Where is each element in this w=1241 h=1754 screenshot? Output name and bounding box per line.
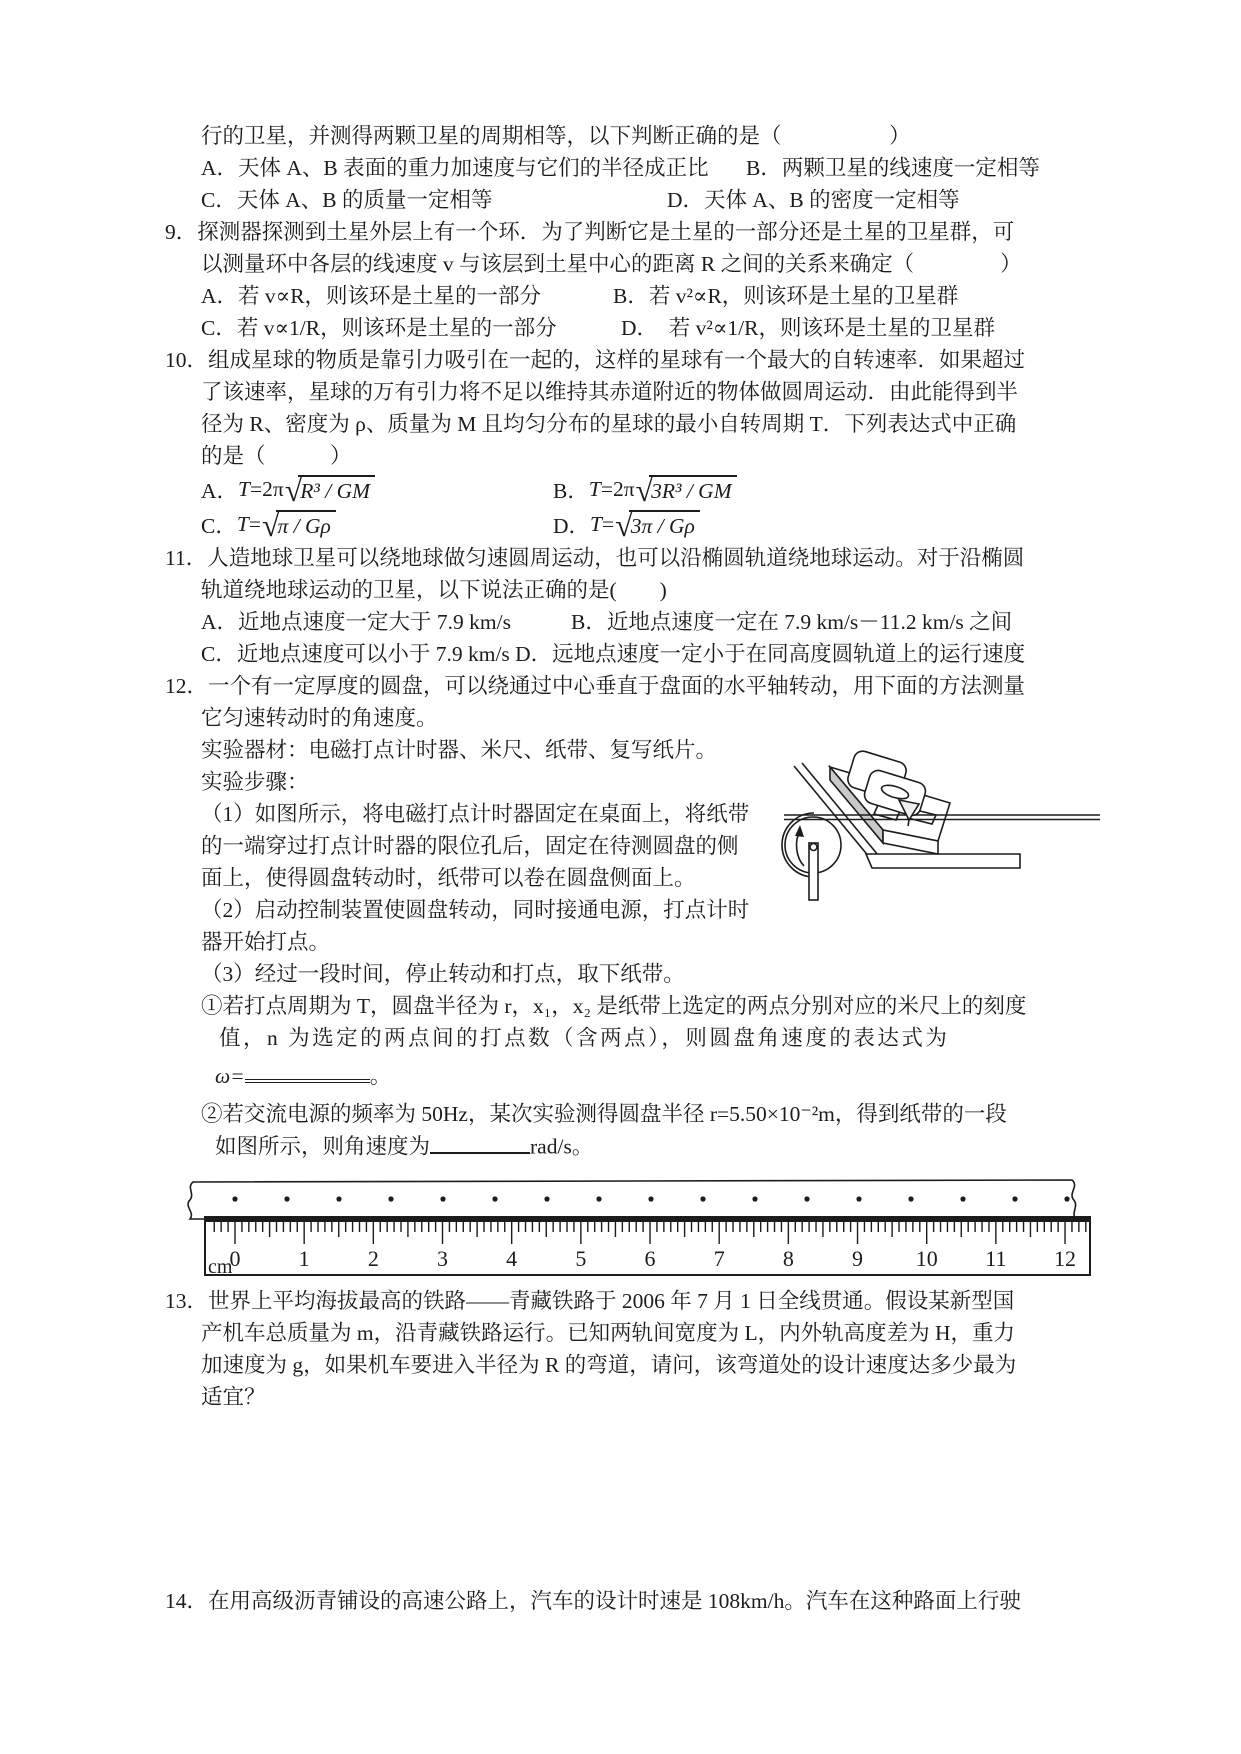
q10-line-1: 组成星球的物质是靠引力吸引在一起的，这样的星球有一个最大的自转速率．如果超过 [208, 348, 1026, 372]
apparatus-figure [708, 742, 1108, 920]
radical-sign: √ [261, 507, 280, 543]
disk-axle [810, 844, 817, 851]
question-10 [165, 344, 1181, 472]
svg-text:12: 12 [1054, 1245, 1077, 1271]
q12-sub1-line-1: ①若打点周期为 T，圆盘半径为 r，x₁，x₂ 是纸带上选定的两点分别对应的米尺上的刻度 [201, 994, 1027, 1018]
omega-lhs: ω= [215, 1064, 245, 1088]
question-11 [165, 542, 1181, 670]
q9-line-1: 探测器探测到土星外层上有一个环．为了判断它是土星的一部分还是土星的卫星群，可 [197, 220, 1015, 244]
question-14 [165, 1585, 1181, 1617]
svg-text:6: 6 [644, 1245, 656, 1271]
dotted-tape [188, 1180, 1076, 1219]
q8-option-c: C．天体 A、B 的质量一定相等 [201, 188, 493, 212]
q12-sub2-line-2: 如图所示，则角速度为 rad/s。 [201, 1130, 1181, 1163]
q12-step1-line-1: （1）如图所示，将电磁打点计时器固定在桌面上，将纸带 [201, 802, 750, 826]
answer-blank-rads [430, 1130, 530, 1154]
q9-line-2: 以测量环中各层的线速度 v 与该层到土星中心的距离 R 之间的关系来确定（ ） [201, 252, 1022, 276]
q10-formula-c: C． T = √ π / Gρ [201, 509, 553, 540]
q12-step1-line-2: 的一端穿过打点计时器的限位孔后，固定在待测圆盘的侧 [201, 834, 739, 858]
q12-number: 12． [165, 674, 209, 698]
q9-option-b: B．若 v²∝R，则该环是土星的卫星群 [613, 284, 959, 308]
q11-option-b: B．近地点速度一定在 7.9 km/s－11.2 km/s 之间 [571, 610, 1013, 634]
q10-formula-row-1 [165, 472, 1181, 507]
q11-options-row-2: C．近地点速度可以小于 7.9 km/s D．远地点速度一定小于在同高度圆轨道上的运行速度 [201, 642, 1026, 666]
q13-number: 13． [165, 1288, 209, 1313]
q12-step3-line: （3）经过一段时间，停止转动和打点，取下纸带。 [201, 962, 685, 986]
question-9 [165, 216, 1181, 344]
svg-text:10: 10 [915, 1245, 938, 1271]
q12-step2-line-1: （2）启动控制装置使圆盘转动，同时接通电源，打点计时 [201, 898, 750, 922]
q12-omega-line [201, 1054, 1181, 1098]
q11-line-1: 人造地球卫星可以绕地球做匀速圆周运动，也可以沿椭圆轨道绕地球运动。对于沿椭圆 [207, 546, 1025, 570]
answer-blank-omega [245, 1058, 370, 1084]
q12-step2-line-2: 器开始打点。 [201, 930, 331, 954]
q10-formula-d: D． T = √ 3π / Gρ [553, 509, 700, 540]
q10-line-2: 了该速率，星球的万有引力将不足以维持其赤道附近的物体做圆周运动．由此能得到半 [201, 380, 1019, 404]
svg-text:5: 5 [575, 1245, 587, 1271]
q12-materials: 实验器材：电磁打点计时器、米尺、纸带、复写纸片。 [201, 738, 718, 762]
q8-options-row-1 [165, 152, 1181, 184]
radical-sign: √ [635, 472, 654, 508]
q12-sub1-line-2: 值，n 为选定的两点间的打点数（含两点），则圆盘角速度的表达式为 [219, 1026, 950, 1050]
q11-number: 11． [165, 546, 208, 570]
q12-line-2: 它匀速转动时的角速度。 [201, 706, 438, 730]
radical: √ π / Gρ [262, 510, 336, 539]
q12-steps-title: 实验步骤： [201, 770, 309, 794]
q9-option-a: A．若 v∝R，则该环是土星的一部分 [201, 284, 542, 308]
svg-text:3: 3 [437, 1245, 449, 1271]
q10-line-3: 径为 R、密度为 ρ、质量为 M 且均匀分布的星球的最小自转周期 T．下列表达式中正确 [201, 412, 1017, 436]
radical-sign: √ [615, 507, 633, 543]
ruler-figure [183, 1175, 1095, 1281]
q9-number: 9． [165, 220, 198, 244]
q8-options-row-2 [165, 184, 1181, 216]
q10-formula-row-2 [165, 507, 1181, 542]
q10-formula-a: A． T =2π √ R³ / GM [201, 474, 553, 505]
q11-options-row-1 [201, 606, 1181, 638]
q10-formula-b: B． T =2π √ 3R³ / GM [553, 474, 737, 505]
q12-step1-line-3: 面上，使得圆盘转动时，纸带可以卷在圆盘侧面上。 [201, 866, 696, 890]
svg-text:0: 0 [229, 1245, 241, 1271]
ruler-unit-label: cm [208, 1255, 233, 1278]
q11-option-a: A．近地点速度一定大于 7.9 km/s [201, 610, 511, 634]
q8-option-a: A．天体 A、B 表面的重力加速度与它们的半径成正比 [201, 156, 709, 180]
question-13 [165, 1285, 1181, 1413]
svg-text:7: 7 [713, 1245, 725, 1271]
q13-line-4: 适宜？ [201, 1384, 266, 1409]
q9-option-c: C．若 v∝1/R，则该环是土星的一部分 [201, 316, 557, 340]
omega-end: 。 [369, 1064, 392, 1088]
q12-line-1: 一个有一定厚度的圆盘，可以绕通过中心垂直于盘面的水平轴转动，用下面的方法测量 [208, 674, 1026, 698]
q13-line-2: 产机车总质量为 m，沿青藏铁路运行。已知两轨间宽度为 L，内外轨高度差为 H，重力 [201, 1320, 1016, 1345]
marker-tip [908, 820, 909, 826]
q9-options-row-2 [201, 312, 1181, 344]
q14-line-1: 在用高级沥青铺设的高速公路上，汽车的设计时速是 108km/h。汽车在这种路面上行驶 [208, 1588, 1021, 1613]
svg-text:9: 9 [852, 1245, 864, 1271]
radical-sign: √ [284, 472, 303, 508]
q8-option-b: B．两颗卫星的线速度一定相等 [746, 156, 1040, 180]
q13-line-3: 加速度为 g，如果机车要进入半径为 R 的弯道，请问，该弯道处的设计速度达多少最为 [201, 1352, 1017, 1377]
q14-number: 14． [165, 1588, 209, 1613]
svg-text:4: 4 [506, 1245, 518, 1271]
q9-options-row-1 [201, 280, 1181, 312]
table-slab [866, 854, 1020, 868]
q8-option-d: D．天体 A、B 的密度一定相等 [667, 188, 960, 212]
q11-line-2: 轨道绕地球运动的卫星，以下说法正确的是( ) [201, 578, 667, 602]
svg-text:8: 8 [782, 1245, 794, 1271]
q9-option-d: D． 若 v²∝1/R，则该环是土星的卫星群 [621, 316, 995, 340]
q10-number: 10． [165, 348, 209, 372]
q8-continuation-line: 行的卫星，并测得两颗卫星的周期相等，以下判断正确的是（ ） [201, 124, 911, 148]
radical: √ 3π / Gρ [615, 510, 700, 539]
q10-line-4: 的是（ ） [201, 444, 352, 468]
disk-stand [809, 843, 818, 900]
svg-text:2: 2 [367, 1245, 379, 1271]
radical: √ 3R³ / GM [636, 475, 737, 504]
q12-sub2-line-1: ②若交流电源的频率为 50Hz，某次实验测得圆盘半径 r=5.50×10⁻²m，得到纸带的一段 [201, 1102, 1007, 1126]
q13-line-1: 世界上平均海拔最高的铁路——青藏铁路于 2006 年 7 月 1 日全线贯通。假设某新型国 [208, 1288, 1015, 1313]
svg-text:1: 1 [298, 1245, 310, 1271]
radical: √ R³ / GM [285, 475, 375, 504]
svg-text:11: 11 [985, 1245, 1007, 1271]
